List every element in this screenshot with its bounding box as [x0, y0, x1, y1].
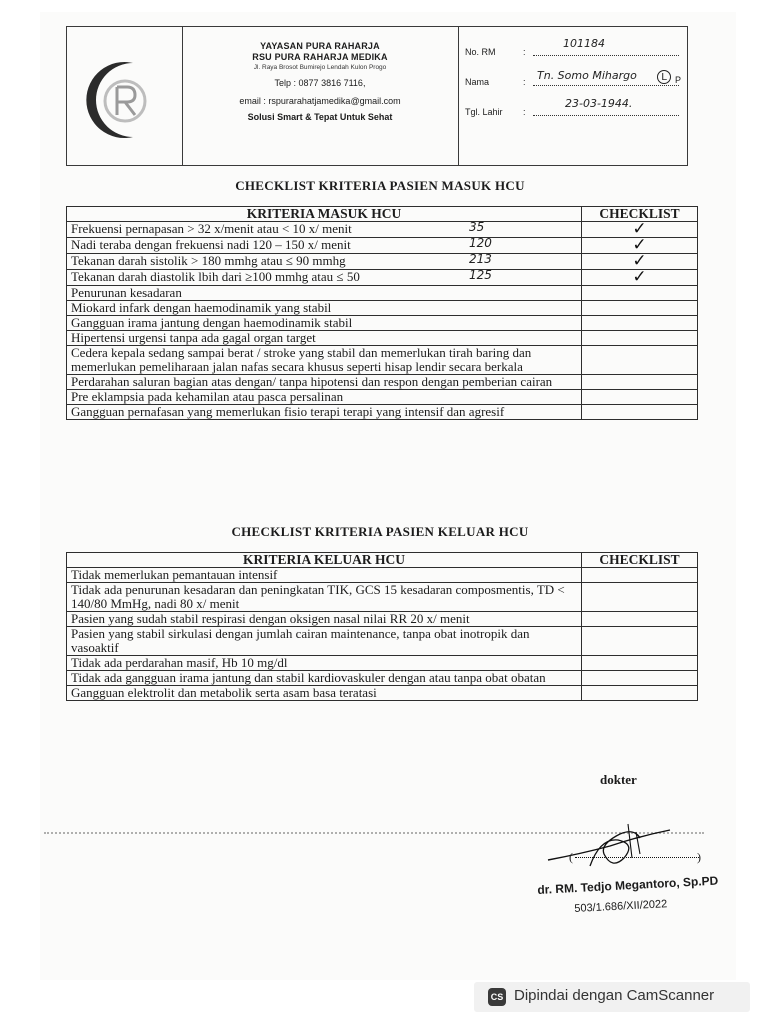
camscanner-text: Dipindai dengan CamScanner [514, 987, 715, 1004]
admission-criterion-text: Hipertensi urgensi tanpa ada gagal organ target [71, 330, 316, 345]
name-value: Tn. Somo Mihargo [537, 69, 637, 82]
discharge-title: CHECKLIST KRITERIA PASIEN KELUAR HCU [231, 524, 529, 539]
admission-measured-value: 125 [469, 268, 492, 282]
rm-value: 101184 [563, 37, 605, 50]
signature-paren-close: ) [697, 850, 701, 864]
admission-row [67, 375, 698, 390]
discharge-criterion [67, 612, 582, 627]
discharge-criterion [67, 568, 582, 583]
signature-paren-open: ( [569, 850, 573, 864]
admission-checkbox-cell [582, 375, 698, 390]
discharge-criterion-text: Tidak memerlukan pemantauan intensif [71, 567, 278, 582]
admission-criterion [67, 316, 582, 331]
admission-row [67, 390, 698, 405]
admission-criterion [67, 254, 582, 270]
discharge-row [67, 583, 698, 612]
admission-table [66, 206, 698, 420]
admission-row [67, 331, 698, 346]
discharge-checkbox-cell [582, 627, 698, 656]
dob-field: Tgl. Lahir : 23-03-1944. [465, 103, 687, 123]
admission-measured-value: 120 [469, 236, 492, 250]
discharge-row [67, 627, 698, 656]
discharge-criterion [67, 656, 582, 671]
hospital-name: RSU PURA RAHARJA MEDIKA [252, 52, 388, 62]
hospital-slogan: Solusi Smart & Tepat Untuk Sehat [247, 112, 393, 122]
discharge-criterion [67, 671, 582, 686]
admission-criterion [67, 238, 582, 254]
discharge-table [66, 552, 698, 701]
discharge-criterion [67, 627, 582, 656]
admission-criterion-text: Nadi teraba dengan frekuensi nadi 120 – 150 x/ menit [71, 237, 351, 252]
admission-checkbox-cell [582, 301, 698, 316]
discharge-check-header: CHECKLIST [582, 553, 698, 568]
checkmark-icon: ✓ [632, 219, 647, 239]
discharge-checkbox-cell [582, 612, 698, 627]
admission-title: CHECKLIST KRITERIA PASIEN MASUK HCU [235, 178, 525, 193]
admission-checkbox-cell [582, 390, 698, 405]
signature-label: dokter [600, 772, 637, 787]
admission-criterion-text: Tekanan darah diastolik lbih dari ≥100 mmhg atau ≤ 50 [71, 269, 360, 284]
rm-label: No. RM [465, 47, 496, 57]
admission-criterion-text: Gangguan pernafasan yang memerlukan fisio terapi terapi yang intensif dan agresif [71, 404, 505, 419]
admission-row [67, 286, 698, 301]
admission-criterion-text: Gangguan irama jantung dengan haemodinamik stabil [71, 315, 353, 330]
admission-criterion-text: Frekuensi pernapasan > 32 x/menit atau < 10 x/ menit [71, 221, 352, 236]
admission-criterion [67, 222, 582, 238]
discharge-checkbox-cell [582, 583, 698, 612]
admission-criterion-text: Tekanan darah sistolik > 180 mmhg atau ≤ 90 mmhg [71, 253, 346, 268]
discharge-checkbox-cell [582, 568, 698, 583]
discharge-criterion-text: Tidak ada gangguan irama jantung dan stabil kardiovaskuler dengan atau tanpa obat obatan [71, 670, 546, 685]
admission-row [67, 346, 698, 375]
checkmark-icon: ✓ [632, 267, 647, 287]
admission-criterion [67, 301, 582, 316]
dob-label: Tgl. Lahir [465, 107, 503, 117]
admission-row [67, 301, 698, 316]
discharge-criterion [67, 583, 582, 612]
foundation-name: YAYASAN PURA RAHARJA [260, 41, 380, 51]
signature-line [575, 857, 699, 858]
discharge-criterion-text: Pasien yang sudah stabil respirasi dengan oksigen nasal nilai RR 20 x/ menit [71, 611, 470, 626]
admission-criterion [67, 346, 582, 375]
discharge-row [67, 656, 698, 671]
hospital-address: Jl. Raya Brosot Bumirejo Lendah Kulon Progo [253, 64, 387, 71]
dob-value: 23-03-1944. [565, 97, 633, 110]
hospital-info [185, 41, 455, 122]
gender-suffix: P [675, 75, 682, 85]
discharge-criterion [67, 686, 582, 701]
doctor-name: dr. RM. Tedjo Megantoro, Sp.PD [537, 873, 719, 897]
letterhead [66, 26, 688, 166]
admission-criterion-text: Perdarahan saluran bagian atas dengan/ tanpa hipotensi dan respon dengan pemberian cairan [71, 374, 553, 389]
camscanner-icon: CS [488, 988, 506, 1006]
admission-checkbox-cell [582, 316, 698, 331]
gender-value: L [657, 70, 671, 84]
admission-row [67, 270, 698, 286]
discharge-row [67, 671, 698, 686]
admission-criterion [67, 331, 582, 346]
name-label: Nama [465, 77, 490, 87]
admission-row [67, 316, 698, 331]
hospital-logo [69, 53, 163, 147]
discharge-criterion-text: Gangguan elektrolit dan metabolik serta asam basa teratasi [71, 685, 377, 700]
discharge-row [67, 568, 698, 583]
rm-field: No. RM : 101184 [465, 43, 687, 63]
discharge-criterion-text: Tidak ada perdarahan masif, Hb 10 mg/dl [71, 655, 288, 670]
hospital-email: email : rspurarahatjamedika@gmail.com [239, 96, 401, 106]
admission-criterion [67, 390, 582, 405]
admission-criterion [67, 405, 582, 420]
discharge-checkbox-cell [582, 671, 698, 686]
handwritten-signature [540, 818, 680, 878]
admission-row [67, 238, 698, 254]
admission-criteria-header: KRITERIA MASUK HCU [67, 207, 582, 222]
checkmark-icon: ✓ [632, 235, 647, 255]
admission-row [67, 254, 698, 270]
admission-criterion-text: Pre eklampsia pada kehamilan atau pasca persalinan [71, 389, 344, 404]
admission-checkbox-cell [582, 267, 698, 287]
admission-checkbox-cell [582, 286, 698, 301]
discharge-checkbox-cell [582, 686, 698, 701]
admission-criterion [67, 375, 582, 390]
admission-checkbox-cell [582, 346, 698, 375]
admission-measured-value: 35 [469, 220, 485, 234]
admission-criterion [67, 270, 582, 286]
discharge-row [67, 686, 698, 701]
discharge-criteria-header: KRITERIA KELUAR HCU [67, 553, 582, 568]
admission-check-header: CHECKLIST [582, 207, 698, 222]
admission-row [67, 405, 698, 420]
admission-row [67, 222, 698, 238]
admission-checkbox-cell [582, 331, 698, 346]
doctor-id: 503/1.686/XII/2022 [574, 898, 668, 915]
admission-criterion-text: Penurunan kesadaran [71, 285, 182, 300]
admission-criterion-text: Miokard infark dengan haemodinamik yang stabil [71, 300, 332, 315]
admission-criterion-text: Cedera kepala sedang sampai berat / stroke yang stabil dan memerlukan tirah baring dan memerlukan pemeliharaan jalan nafas secara khusus seperti hisap lendir secara berkala [71, 345, 532, 374]
header-divider [458, 27, 459, 165]
discharge-checkbox-cell [582, 656, 698, 671]
discharge-criterion-text: Tidak ada penurunan kesadaran dan peningkatan TIK, GCS 15 kesadaran composmentis, TD < 140/80 MmHg, nadi 80 x/ menit [71, 582, 565, 611]
admission-checkbox-cell [582, 405, 698, 420]
discharge-row [67, 612, 698, 627]
discharge-criterion-text: Pasien yang stabil sirkulasi dengan jumlah cairan maintenance, tanpa obat inotropik dan vasoaktif [71, 626, 530, 655]
name-field: Nama : Tn. Somo Mihargo L P [465, 69, 682, 87]
admission-measured-value: 213 [469, 252, 492, 266]
hospital-phone: Telp : 0877 3816 7116, [274, 78, 366, 88]
admission-criterion [67, 286, 582, 301]
header-divider [182, 27, 183, 165]
checkmark-icon: ✓ [632, 251, 647, 271]
